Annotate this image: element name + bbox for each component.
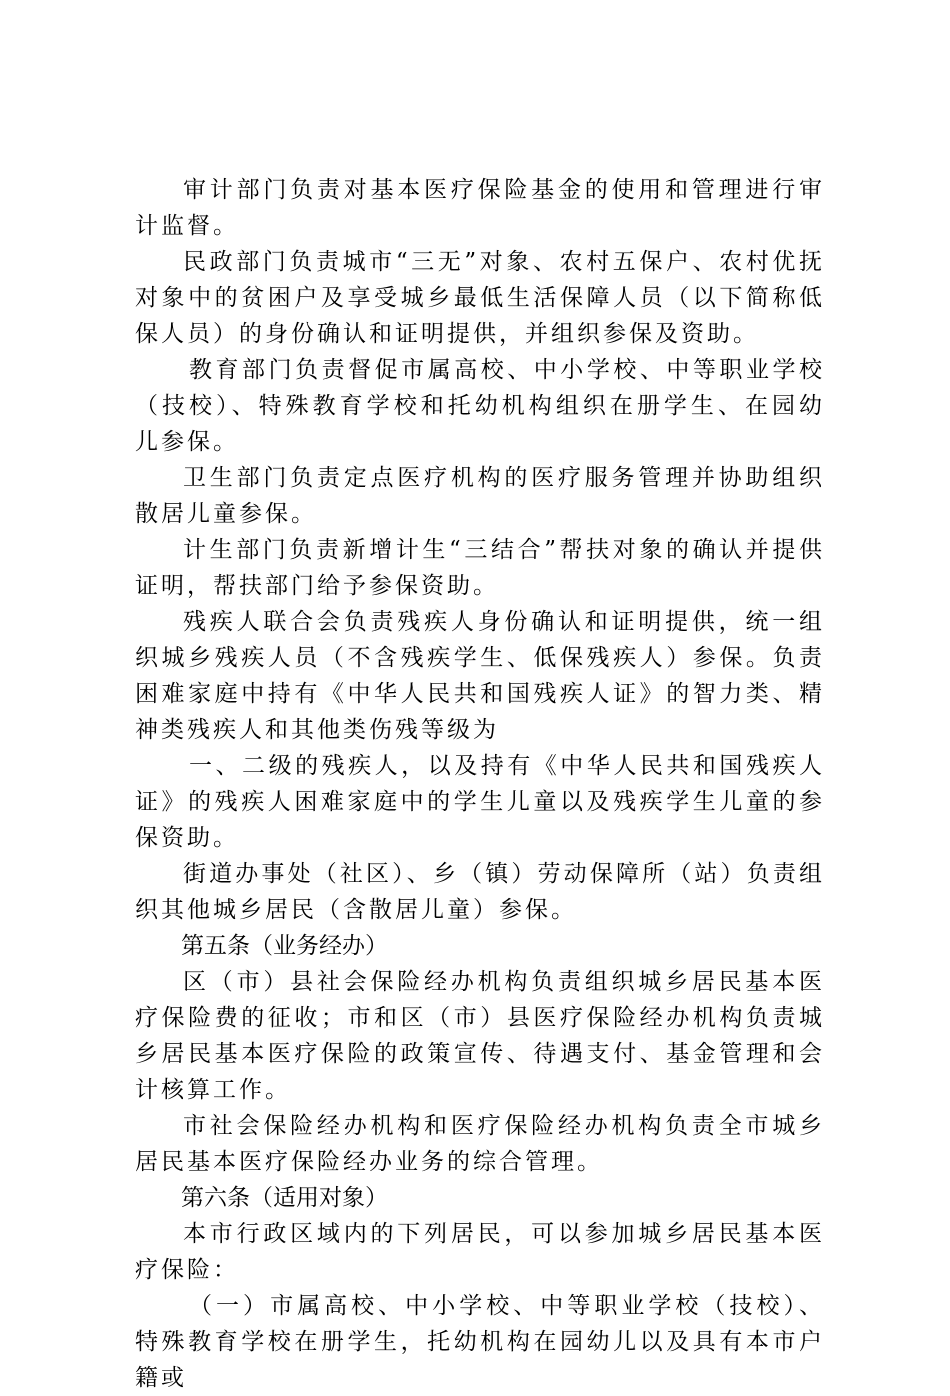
paragraph-disabled-continuation: 一、二级的残疾人，以及持有《中华人民共和国残疾人证》的残疾人困难家庭中的学生儿童以及残疾学生儿童的参保资助。 xyxy=(135,753,825,851)
paragraph-health-dept: 卫生部门负责定点医疗机构的医疗服务管理并协助组织散居儿童参保。 xyxy=(135,465,825,527)
paragraph-city-agencies: 市社会保险经办机构和医疗保险经办机构负责全市城乡居民基本医疗保险经办业务的综合管理。 xyxy=(135,1113,825,1175)
article-heading-5: 第五条（业务经办） xyxy=(181,933,388,959)
paragraph-insurance-agencies: 区（市）县社会保险经办机构负责组织城乡居民基本医疗保险费的征收；市和区（市）县医疗保险经办机构负责城乡居民基本医疗保险的政策宣传、待遇支付、基金管理和会计核算工作。 xyxy=(135,969,825,1103)
document-body xyxy=(135,172,825,1396)
paragraph-education-dept: 教育部门负责督促市属高校、中小学校、中等职业学校（技校）、特殊教育学校和托幼机构组织在册学生、在园幼儿参保。 xyxy=(135,357,825,455)
article-heading-6: 第六条（适用对象） xyxy=(181,1185,388,1211)
paragraph-disabled-federation: 残疾人联合会负责残疾人身份确认和证明提供，统一组织城乡残疾人员（不含残疾学生、低保残疾人）参保。负责困难家庭中持有《中华人民共和国残疾人证》的智力类、精神类残疾人和其他类伤残等级为 xyxy=(135,609,825,743)
paragraph-family-planning-dept: 计生部门负责新增计生“三结合”帮扶对象的确认并提供证明，帮扶部门给予参保资助。 xyxy=(135,537,825,599)
paragraph-item-1: （一）市属高校、中小学校、中等职业学校（技校）、特殊教育学校在册学生，托幼机构在园幼儿以及具有本市户籍或 xyxy=(135,1293,825,1391)
paragraph-civil-affairs-dept: 民政部门负责城市“三无”对象、农村五保户、农村优抚对象中的贫困户及享受城乡最低生活保障人员（以下简称低保人员）的身份确认和证明提供，并组织参保及资助。 xyxy=(135,249,825,347)
paragraph-street-offices: 街道办事处（社区）、乡（镇）劳动保障所（站）负责组织其他城乡居民（含散居儿童）参保。 xyxy=(135,861,825,923)
paragraph-audit-dept: 审计部门负责对基本医疗保险基金的使用和管理进行审计监督。 xyxy=(135,177,825,239)
paragraph-eligible-residents: 本市行政区域内的下列居民，可以参加城乡居民基本医疗保险： xyxy=(135,1221,825,1283)
